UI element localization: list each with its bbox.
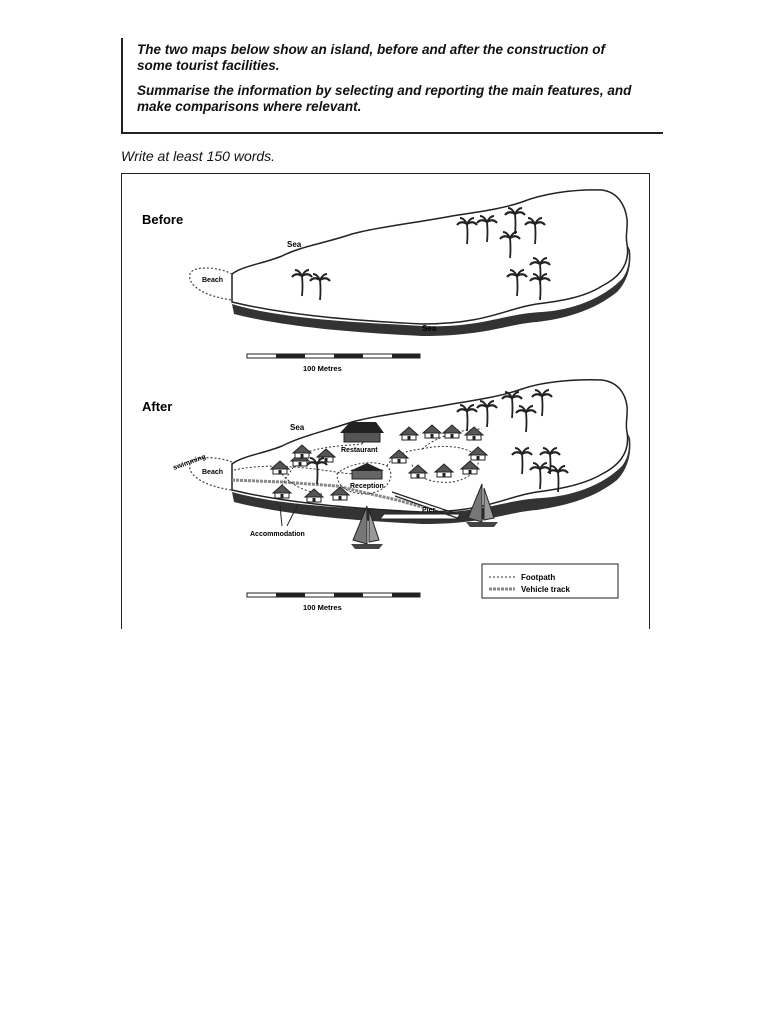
after-scale-label: 100 Metres bbox=[303, 603, 342, 612]
task-prompt bbox=[121, 38, 663, 134]
restaurant-label: Restaurant bbox=[341, 447, 378, 454]
before-scale-label: 100 Metres bbox=[303, 364, 342, 373]
task-line-1a: The two maps below show an island, before and after the construction of bbox=[137, 42, 606, 57]
after-sea-label: Sea bbox=[290, 423, 305, 432]
accommodation-label: Accommodation bbox=[250, 531, 305, 538]
swimming-label: swimming bbox=[172, 453, 207, 472]
pier-label: Pier bbox=[422, 507, 436, 514]
task-line-1 bbox=[137, 42, 667, 74]
after-beach-label: Beach bbox=[202, 469, 224, 476]
legend-vehicle-track-label: Vehicle track bbox=[521, 585, 570, 594]
before-beach-label: Beach bbox=[202, 277, 224, 284]
after-island bbox=[232, 380, 630, 524]
before-island bbox=[232, 190, 630, 336]
task-line-2b: make comparisons where relevant. bbox=[137, 99, 362, 114]
before-scale-bar bbox=[247, 354, 420, 358]
task-line-2a: Summarise the information by selecting and reporting the main features, and bbox=[137, 83, 632, 98]
maps-figure bbox=[121, 173, 650, 629]
before-sea-label-top: Sea bbox=[287, 240, 302, 249]
legend-footpath-label: Footpath bbox=[521, 573, 556, 582]
word-count-instruction: Write at least 150 words. bbox=[121, 148, 276, 164]
task-line-2 bbox=[137, 83, 667, 115]
after-map-title: After bbox=[142, 399, 173, 414]
before-beach-outline bbox=[190, 268, 232, 300]
task-line-1b: some tourist facilities. bbox=[137, 58, 280, 73]
after-scale-bar bbox=[247, 593, 420, 597]
before-sea-label-bottom: Sea bbox=[422, 324, 437, 333]
reception-label: Reception bbox=[350, 483, 384, 490]
before-map-title: Before bbox=[142, 212, 184, 227]
